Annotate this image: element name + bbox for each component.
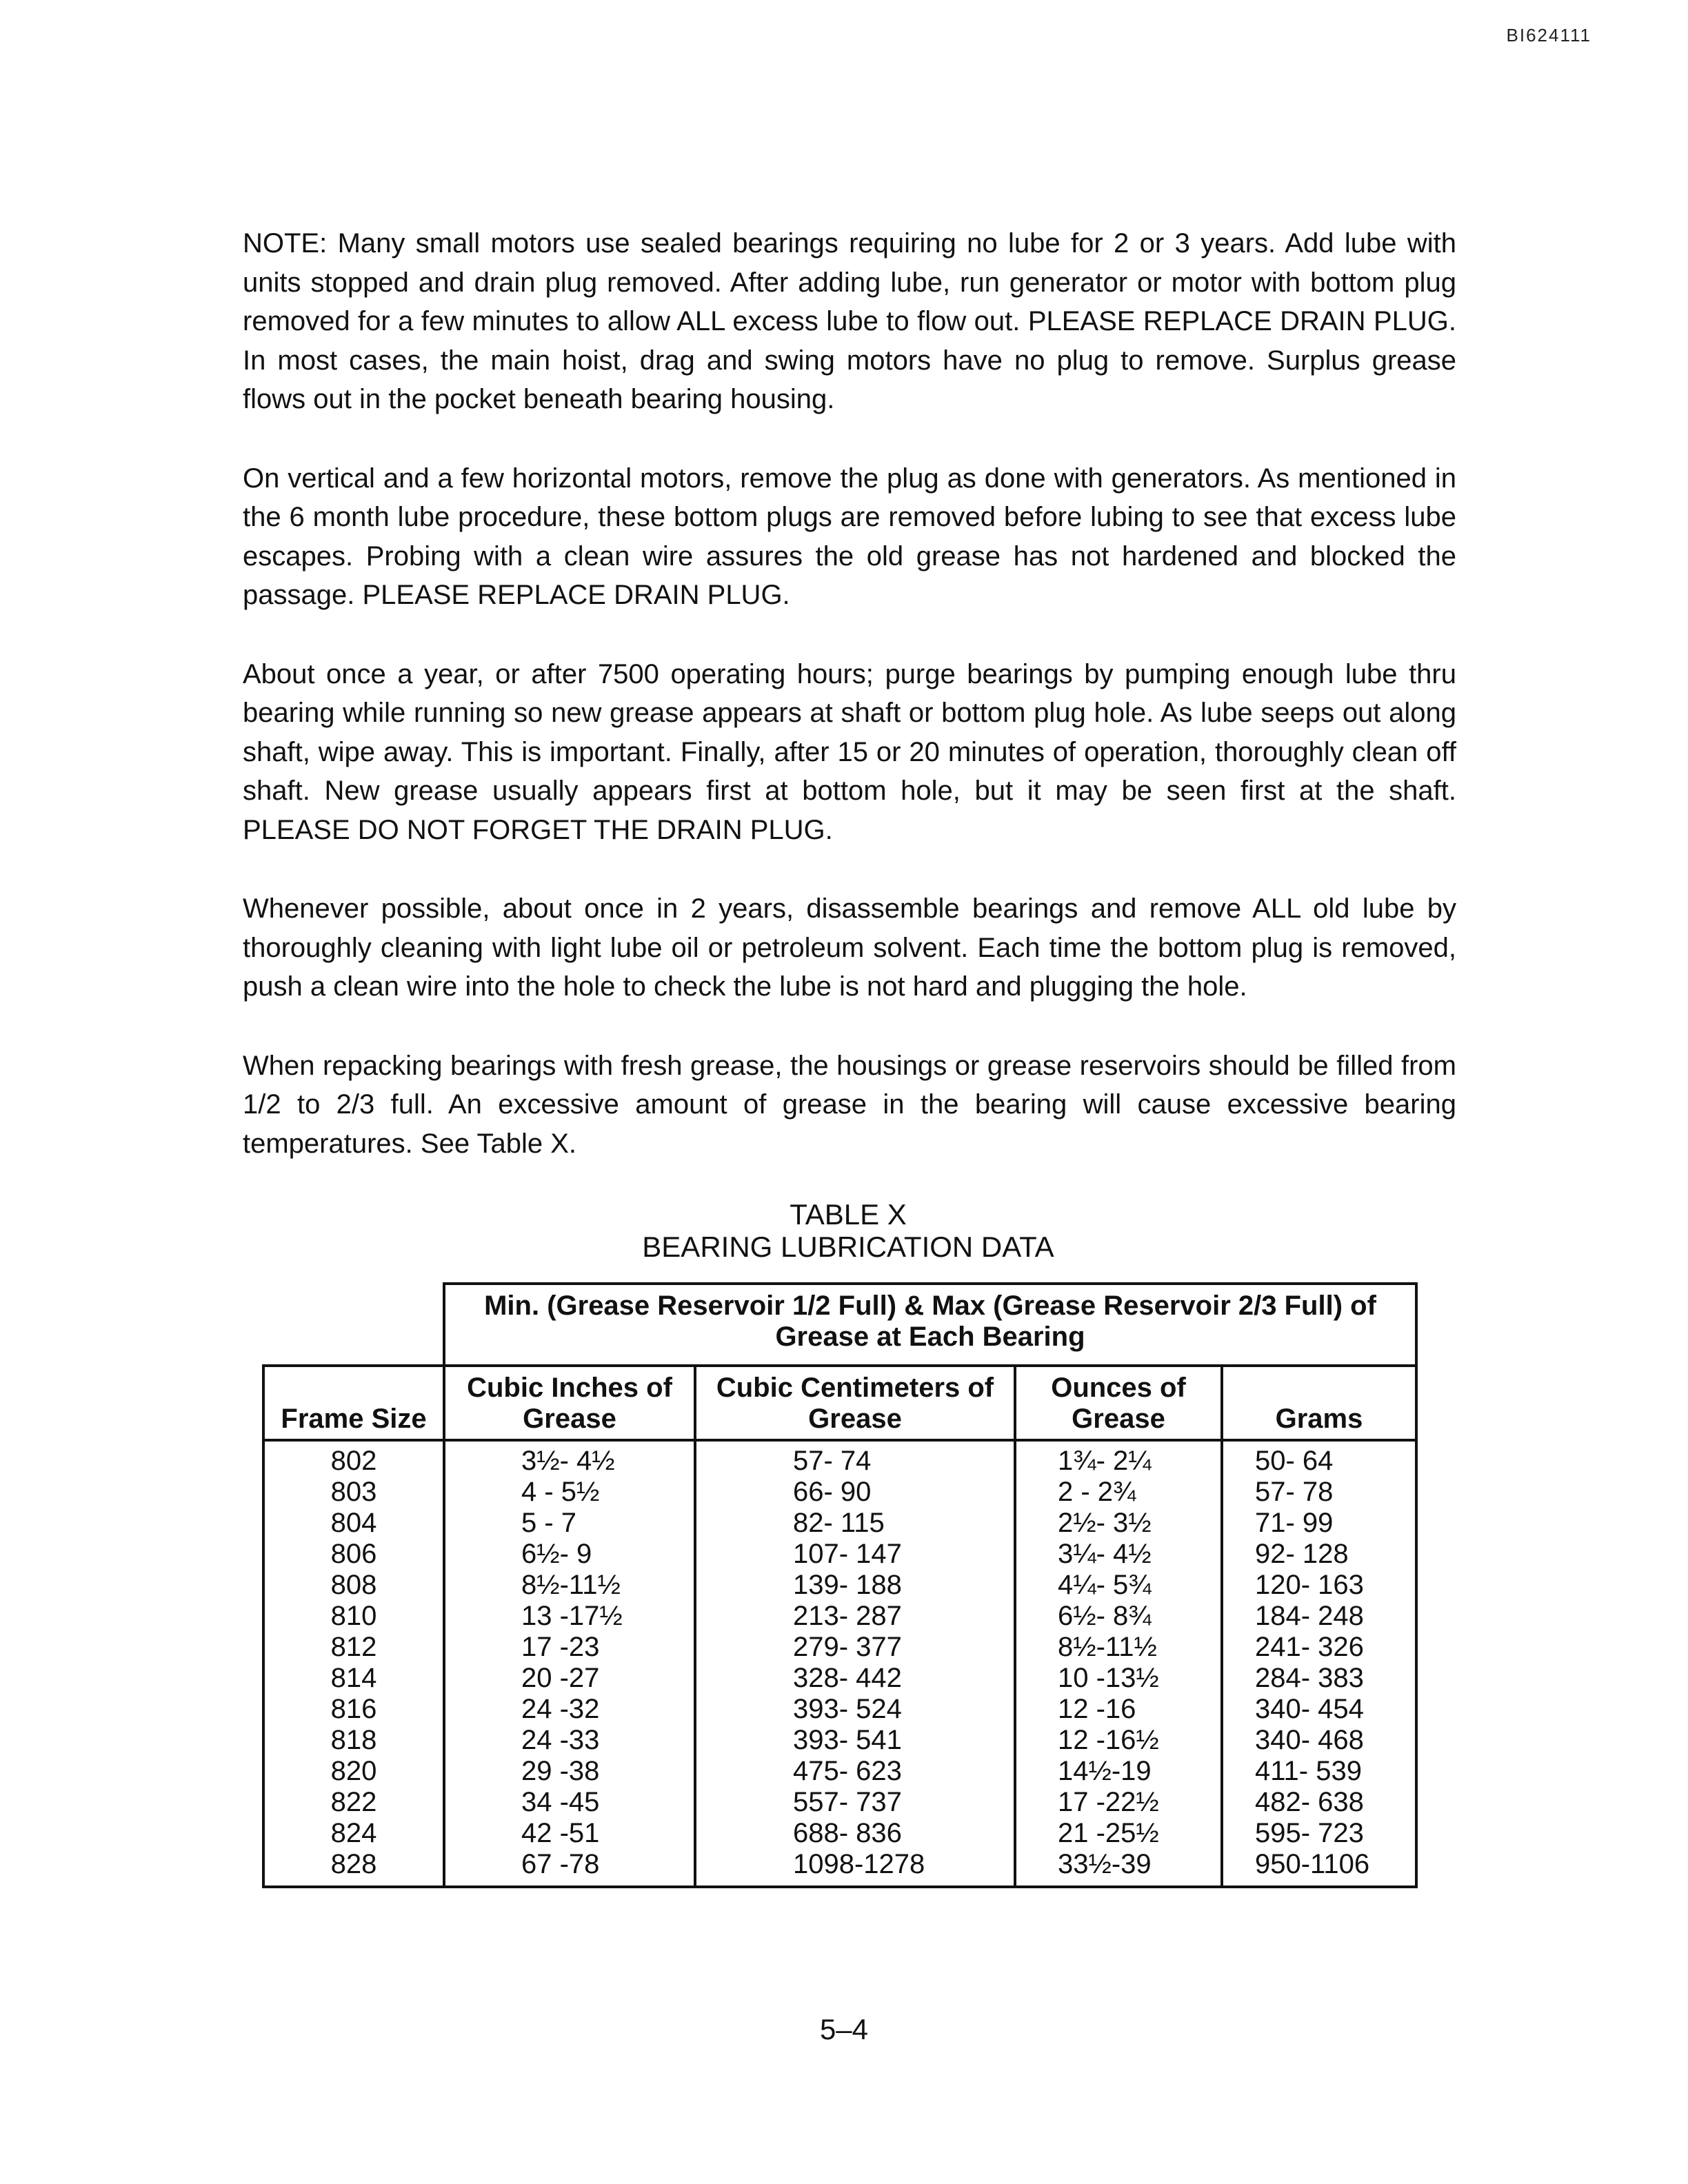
table-cell: 802 — [330, 1446, 377, 1476]
table-cell: 3½- 4½ — [521, 1446, 615, 1476]
table-cell: 57- 74 — [793, 1446, 872, 1476]
table-cell: 4 - 5½ — [521, 1477, 600, 1507]
column-cubic-inches — [444, 1440, 695, 1887]
table-cell: 6½- 8¾ — [1058, 1601, 1152, 1631]
table-corner — [263, 1284, 444, 1366]
table-cell: 107- 147 — [793, 1539, 902, 1569]
header-ounces: Ounces of Grease — [1015, 1366, 1222, 1440]
paragraph-vertical-motors: On vertical and a few horizontal motors, remove the plug as done with generators. As mentioned in the 6 month lube procedure, these bottom plugs are removed before lubing to see that excess lube escapes. Probing with a clean wire assures the old grease has not hardened and blocked the passage. PLEASE REPLACE DRAIN PLUG. — [243, 463, 1456, 610]
table-cell: 21 -25½ — [1058, 1818, 1159, 1848]
header-cubic-inches: Cubic Inches of Grease — [444, 1366, 695, 1440]
table-cell: 2½- 3½ — [1058, 1508, 1152, 1538]
table-cell: 184- 248 — [1255, 1601, 1364, 1631]
table-cell: 328- 442 — [793, 1663, 902, 1693]
table-cell: 4¼- 5¾ — [1058, 1570, 1152, 1600]
table-cell: 806 — [330, 1539, 377, 1569]
table-cell: 50- 64 — [1255, 1446, 1334, 1476]
table-cell: 5 - 7 — [521, 1508, 577, 1538]
table-cell: 393- 524 — [793, 1694, 902, 1724]
table-cell: 279- 377 — [793, 1632, 902, 1662]
bearing-lubrication-table — [262, 1282, 1418, 1888]
table-cell: 803 — [330, 1477, 377, 1507]
paragraph-disassemble: Whenever possible, about once in 2 years, disassemble bearings and remove ALL old lube by thoroughly cleaning with light lube oil or petroleum solvent. Each time the bottom plug is removed, push a clean wire into the hole to check the lube is not hard and plugging the hole. — [243, 893, 1456, 1002]
table-cell: 2 - 2¾ — [1058, 1477, 1136, 1507]
table-cell: 241- 326 — [1255, 1632, 1364, 1662]
table-cell: 340- 468 — [1255, 1725, 1364, 1755]
table-cell: 12 -16½ — [1058, 1725, 1159, 1755]
table-cell: 814 — [330, 1663, 377, 1693]
table-cell: 284- 383 — [1255, 1663, 1364, 1693]
table-cell: 66- 90 — [793, 1477, 872, 1507]
table-cell: 24 -32 — [521, 1694, 600, 1724]
paragraph-purge: About once a year, or after 7500 operating hours; purge bearings by pumping enough lube thru bearing while running so new grease appears at shaft or bottom plug hole. As lube seeps out along shaft, wipe away. This is important. Finally, after 15 or 20 minutes of operation, thoroughly clean off shaft. New grease usually appears first at bottom hole, but it may be seen first at the shaft. PLEASE DO NOT FORGET THE DRAIN PLUG. — [243, 658, 1456, 845]
table-cell: 482- 638 — [1255, 1787, 1364, 1817]
table-cell: 34 -45 — [521, 1787, 600, 1817]
table-cell: 804 — [330, 1508, 377, 1538]
table-cell: 340- 454 — [1255, 1694, 1364, 1724]
table-cell: 808 — [330, 1570, 377, 1600]
header-frame-size: Frame Size — [263, 1366, 444, 1440]
table-cell: 812 — [330, 1632, 377, 1662]
table-cell: 29 -38 — [521, 1756, 600, 1786]
table-cell: 820 — [330, 1756, 377, 1786]
body-text — [243, 224, 1456, 1203]
table-cell: 810 — [330, 1601, 377, 1631]
table-cell: 411- 539 — [1255, 1756, 1362, 1786]
table-cell: 818 — [330, 1725, 377, 1755]
page-number: 5–4 — [819, 2013, 869, 2045]
table-cell: 67 -78 — [521, 1849, 600, 1879]
table-caption — [262, 1198, 1434, 1263]
table-cell: 92- 128 — [1255, 1539, 1349, 1569]
table-cell: 1¾- 2¼ — [1058, 1446, 1152, 1476]
header-cubic-centimeters: Cubic Centimeters of Grease — [695, 1366, 1015, 1440]
document-id: BI624111 — [1506, 25, 1591, 46]
paragraph-repacking: When repacking bearings with fresh grease, the housings or grease reservoirs should be filled from 1/2 to 2/3 full. An excessive amount of grease in the bearing will cause excessive bearing temperatures. See Table X. — [243, 1050, 1456, 1159]
table-cell: 57- 78 — [1255, 1477, 1334, 1507]
table-cell: 33½-39 — [1058, 1849, 1152, 1879]
table-cell: 82- 115 — [793, 1508, 885, 1538]
table-cell: 6½- 9 — [521, 1539, 592, 1569]
table-cell: 213- 287 — [793, 1601, 902, 1631]
table-cell: 595- 723 — [1255, 1818, 1364, 1848]
table-cell: 20 -27 — [521, 1663, 600, 1693]
table-cell: 822 — [330, 1787, 377, 1817]
table-cell: 824 — [330, 1818, 377, 1848]
table-cell: 13 -17½ — [521, 1601, 623, 1631]
table-cell: 557- 737 — [793, 1787, 902, 1817]
table-cell: 1098-1278 — [793, 1849, 925, 1879]
table-cell: 950-1106 — [1255, 1849, 1370, 1879]
paragraph-note: NOTE: Many small motors use sealed bearings requiring no lube for 2 or 3 years. Add lube with units stopped and drain plug removed. After adding lube, run generator or motor with bottom plug removed for a few minutes to allow ALL excess lube to flow out. PLEASE REPLACE DRAIN PLUG. In most cases, the main hoist, drag and swing motors have no plug to remove. Surplus grease flows out in the pocket beneath bearing housing. — [243, 228, 1456, 414]
table-cell: 42 -51 — [521, 1818, 600, 1848]
table-cell: 24 -33 — [521, 1725, 600, 1755]
table-cell: 475- 623 — [793, 1756, 902, 1786]
table-title: TABLE X — [790, 1198, 907, 1231]
table-cell: 14½-19 — [1058, 1756, 1152, 1786]
table-cell: 393- 541 — [793, 1725, 902, 1755]
table-cell: 8½-11½ — [1058, 1632, 1157, 1662]
table-cell: 17 -23 — [521, 1632, 600, 1662]
column-ounces — [1015, 1440, 1222, 1887]
table-cell: 17 -22½ — [1058, 1787, 1159, 1817]
table-cell: 10 -13½ — [1058, 1663, 1159, 1693]
span-header: Min. (Grease Reservoir 1/2 Full) & Max (Grease Reservoir 2/3 Full) of Grease at Each Bearing — [444, 1284, 1416, 1366]
table-subtitle: BEARING LUBRICATION DATA — [642, 1231, 1054, 1263]
table-cell: 688- 836 — [793, 1818, 902, 1848]
header-grams: Grams — [1222, 1366, 1416, 1440]
table-cell: 816 — [330, 1694, 377, 1724]
table-cell: 3¼- 4½ — [1058, 1539, 1152, 1569]
table-cell: 71- 99 — [1255, 1508, 1334, 1538]
table-cell: 120- 163 — [1255, 1570, 1364, 1600]
column-cubic-centimeters — [695, 1440, 1015, 1887]
column-grams — [1222, 1440, 1416, 1887]
column-frame-size — [263, 1440, 444, 1887]
table-cell: 139- 188 — [793, 1570, 902, 1600]
table-cell: 828 — [330, 1849, 377, 1879]
table-cell: 12 -16 — [1058, 1694, 1136, 1724]
table-cell: 8½-11½ — [521, 1570, 621, 1600]
